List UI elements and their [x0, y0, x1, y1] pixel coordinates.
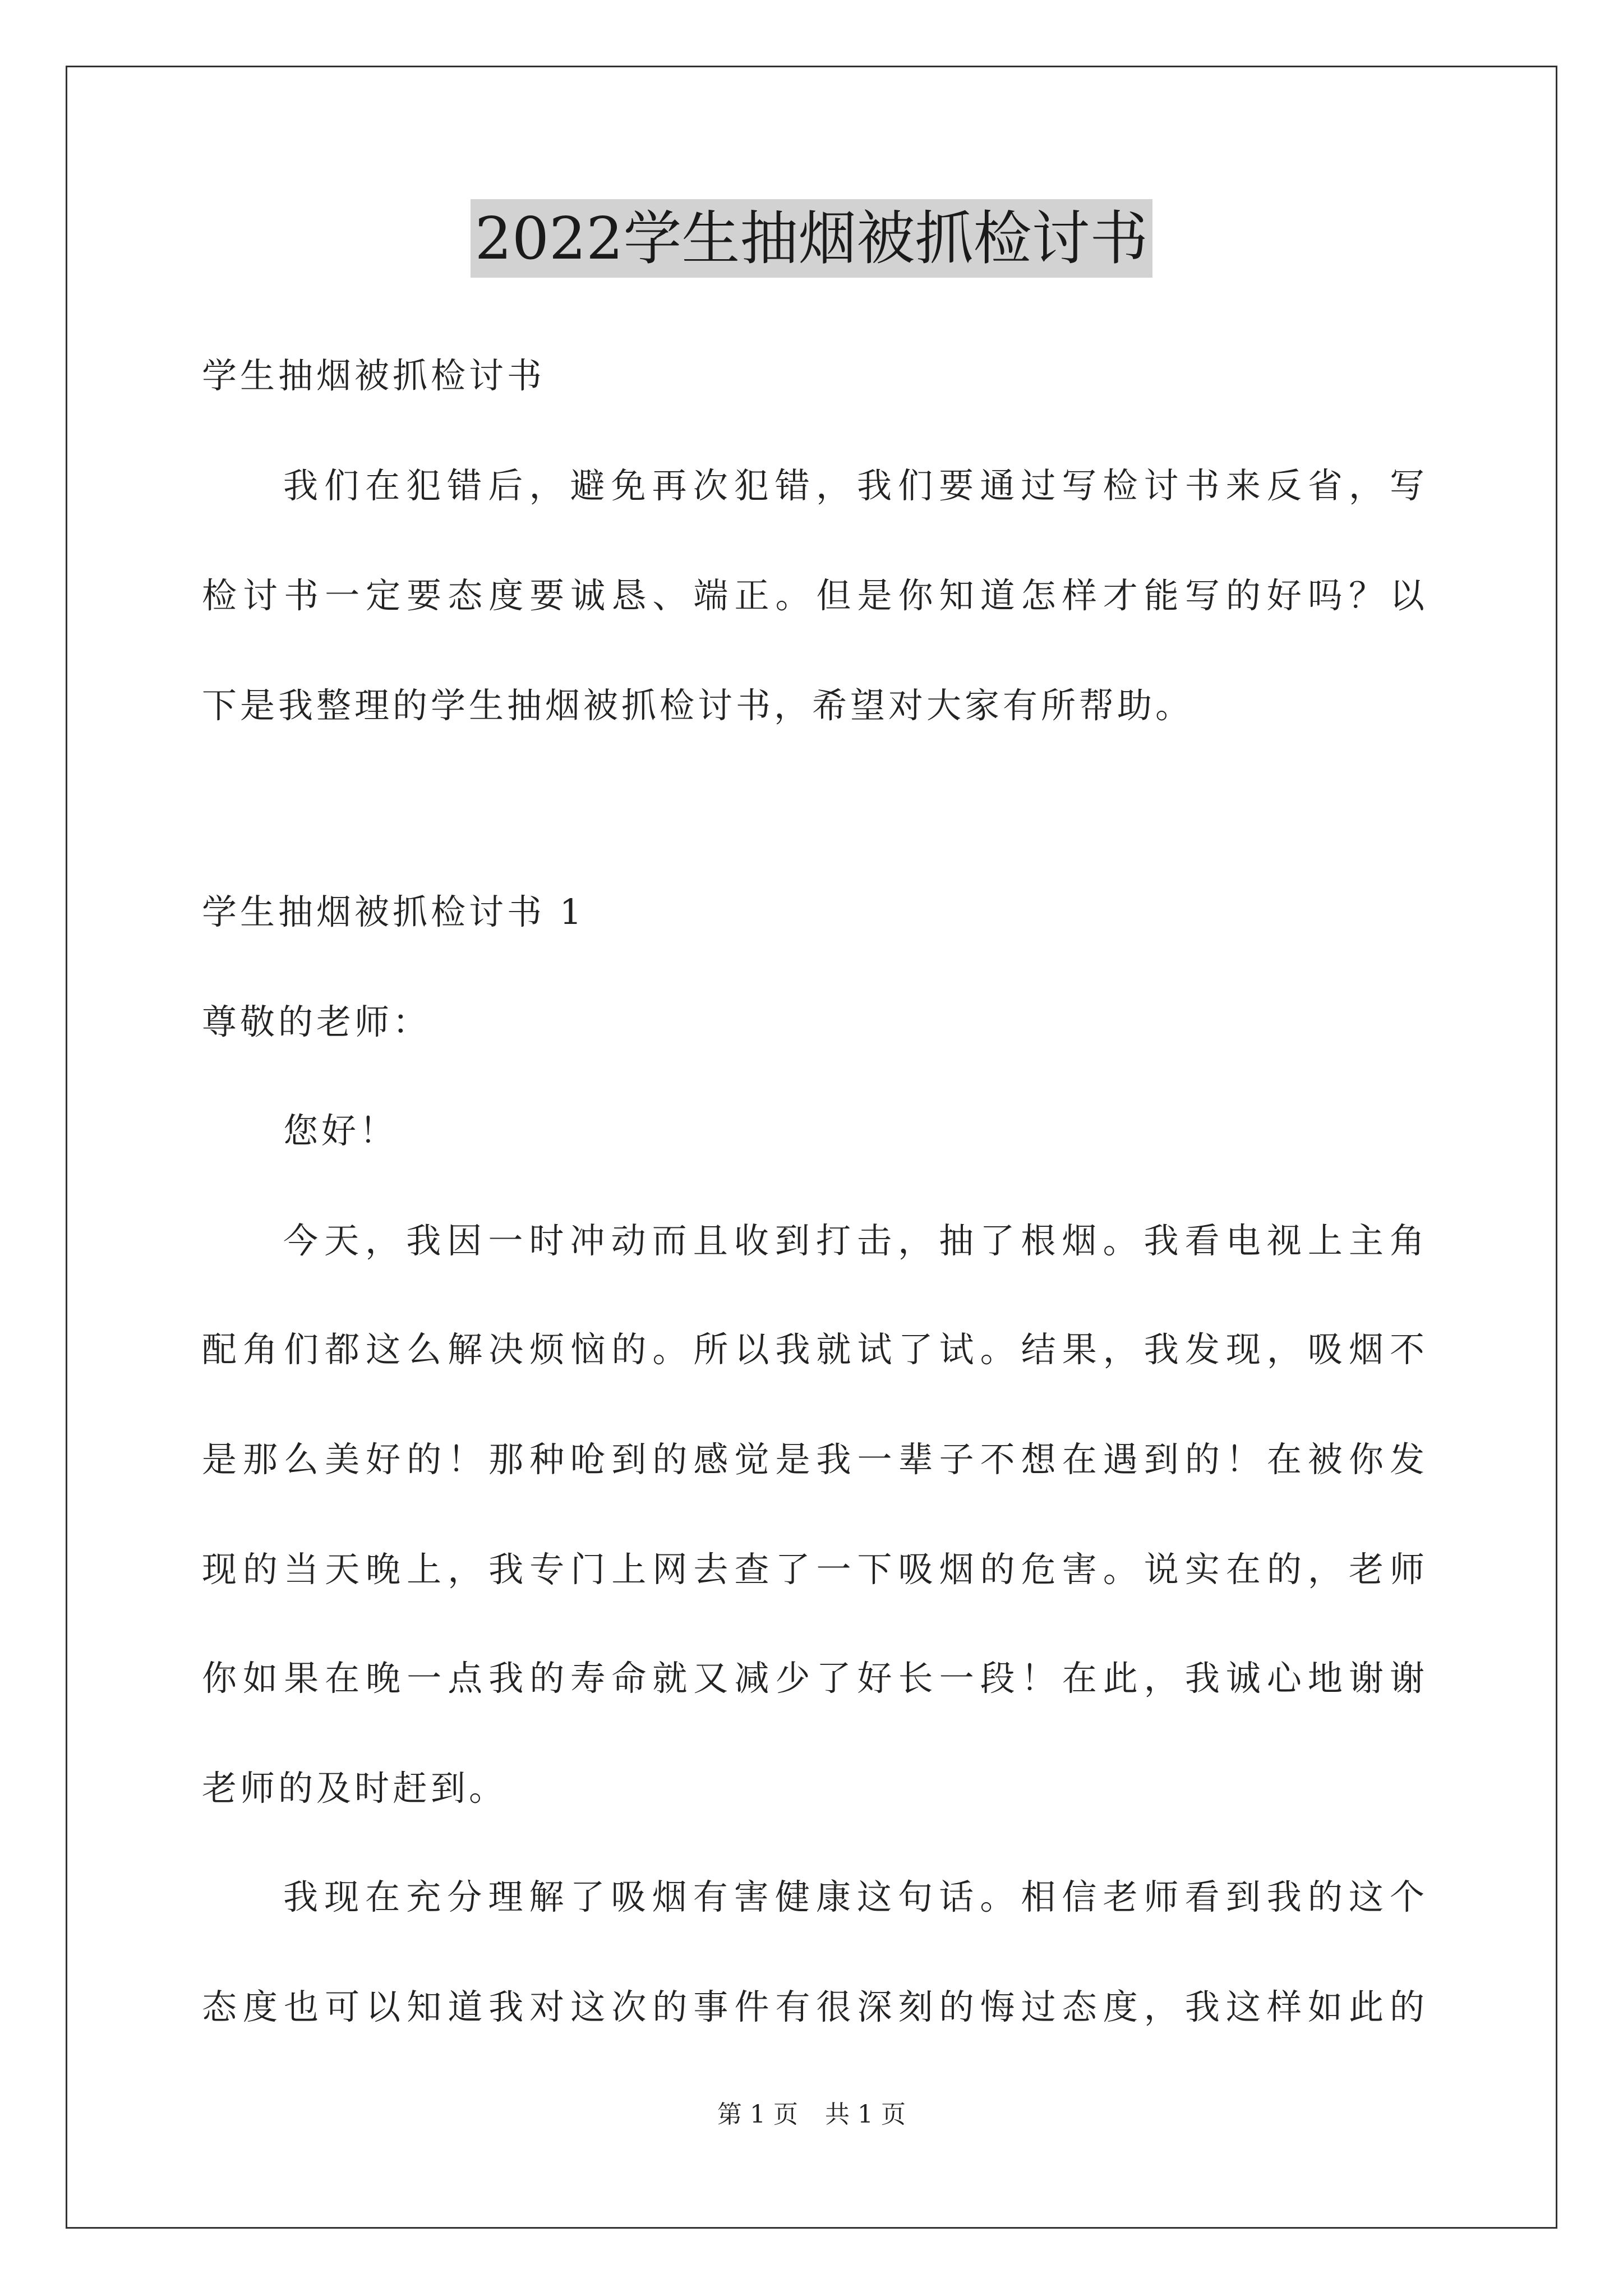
- document-title: 2022学生抽烟被抓检讨书: [471, 199, 1153, 278]
- intro-line-3: 下是我整理的学生抽烟被抓检讨书，希望对大家有所帮助。: [202, 685, 1194, 726]
- greeting: 您好！: [283, 1110, 398, 1151]
- paragraph2-line-1: 我现在充分理解了吸烟有害健康这句话。相信老师看到我的这个: [283, 1876, 1424, 1917]
- intro-line-2: 检讨书一定要态度要诚恳、端正。但是你知道怎样才能写的好吗？以: [202, 575, 1424, 616]
- section-heading: 学生抽烟被抓检讨书 1: [202, 891, 585, 932]
- paragraph1-line-5: 你如果在晚一点我的寿命就又减少了好长一段！在此，我诚心地谢谢: [202, 1658, 1424, 1699]
- subtitle: 学生抽烟被抓检讨书: [202, 355, 546, 396]
- intro-line-1: 我们在犯错后，避免再次犯错，我们要通过写检讨书来反省，写: [283, 465, 1424, 506]
- paragraph1-line-6: 老师的及时赶到。: [202, 1768, 508, 1809]
- salutation: 尊敬的老师：: [202, 1001, 431, 1042]
- title-container: [0, 199, 1623, 278]
- paragraph1-line-2: 配角们都这么解决烦恼的。所以我就试了试。结果，我发现，吸烟不: [202, 1329, 1424, 1370]
- page-footer: [0, 2098, 1623, 2132]
- paragraph1-line-3: 是那么美好的！那种呛到的感觉是我一辈子不想在遇到的！在被你发: [202, 1439, 1424, 1480]
- page-total: 共 1 页: [825, 2100, 906, 2129]
- page-number: 第 1 页: [717, 2100, 798, 2129]
- paragraph1-line-1: 今天，我因一时冲动而且收到打击，抽了根烟。我看电视上主角: [283, 1220, 1424, 1261]
- paragraph1-line-4: 现的当天晚上，我专门上网去查了一下吸烟的危害。说实在的，老师: [202, 1549, 1424, 1590]
- paragraph2-line-2: 态度也可以知道我对这次的事件有很深刻的悔过态度，我这样如此的: [202, 1986, 1424, 2027]
